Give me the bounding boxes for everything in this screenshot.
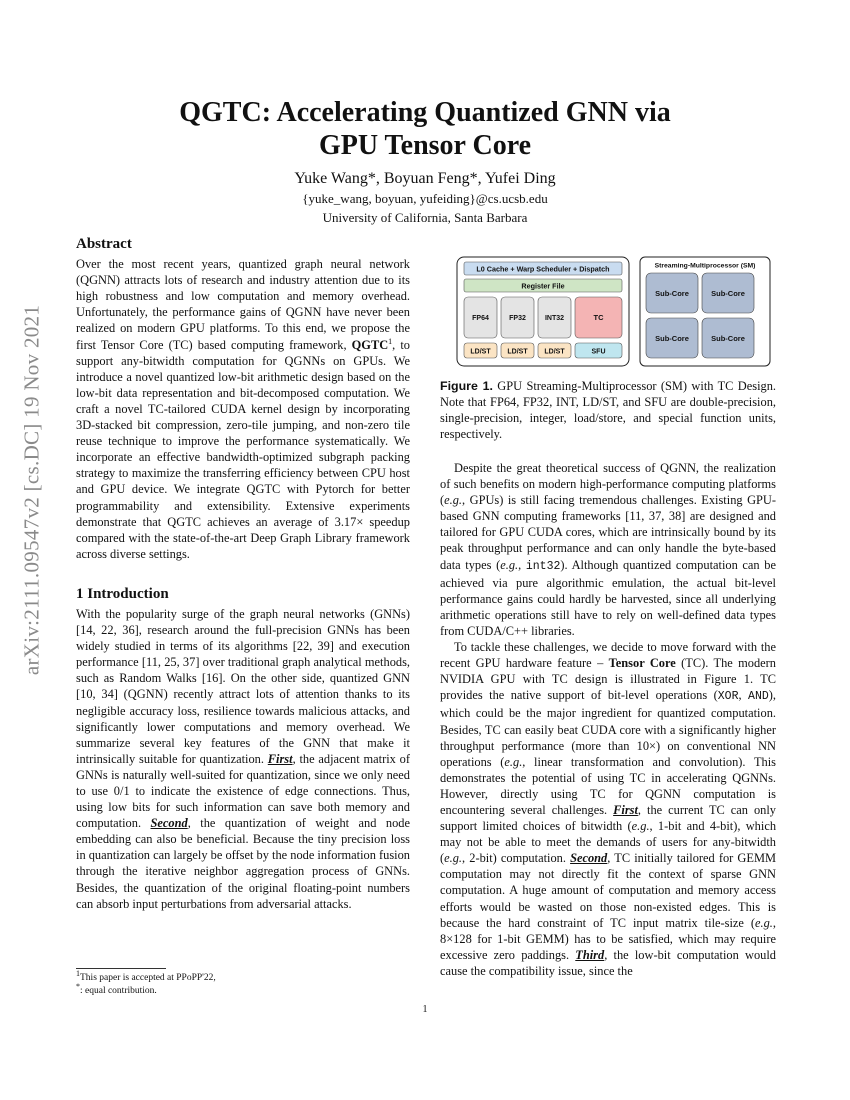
figure-1-label: Figure 1.: [440, 379, 493, 393]
footnote-2-mark: *: [76, 981, 80, 991]
intro-part-1: With the popularity surge of the graph neural networks (GNNs) [14, 22, 36], research around the full-precision GNNs has been widely studied in terms of its algorithms [22, 39] and execution performance [11, 25, 37] over traditional graph analytical methods, such as Random Walks [16]. On the other side, quantized GNN [10, 34] (QGNN) recently attract lots of attention thanks to its negligible accuracy loss, resilience towards malicious attacks, and significantly lower computations and memory overhead. We summarize several key features of the GNN that make it intrinsically suitable for quantization.: [76, 606, 410, 766]
and-code: AND: [748, 690, 769, 704]
rc-p1-a: Despite the great theoretical success of QGNN, the realization of such benefits on modern high-performance computing platforms (: [440, 461, 776, 508]
rc-p2-b: (TC). The modern NVIDIA GPU with TC design is illustrated in Figure 1. TC provides the native support of bit-level operations (: [440, 656, 777, 703]
page-number: 1: [422, 1004, 428, 1015]
authors: Yuke Wang*, Boyuan Feng*, Yufei Ding: [294, 170, 556, 187]
tensor-core-paragraph: [440, 639, 776, 979]
sub-core-4-label: Sub-Core: [711, 334, 745, 343]
footnote-rule: [76, 968, 166, 969]
rc-eg-2: e.g.: [500, 557, 519, 572]
l0-cache-label: L0 Cache + Warp Scheduler + Dispatch: [476, 264, 610, 274]
rc-p2-f: , the current TC can only support limited choices of bitwidth (: [440, 802, 777, 834]
rc-third-emphasis: Third: [575, 947, 605, 962]
rc-p2-g: , 1-bit and 4-bit), which may not be able to meet the demands of users for any-bitwidth (: [440, 819, 777, 866]
intro-part-2: , the adjacent matrix of GNNs is naturally well-suited for quantization, since we only need to use 0/1 to indicate the existence of edge connections. Thus, using low bits for such information can save both memory and computation.: [76, 751, 410, 831]
rc-p1-c: ,: [518, 557, 526, 572]
rc-eg-6: e.g.: [755, 915, 773, 930]
title-line-2: GPU Tensor Core: [318, 130, 532, 161]
fp64-label: FP64: [472, 315, 489, 322]
affiliation: University of California, Santa Barbara: [322, 210, 528, 225]
rc-eg-1: e.g.: [444, 493, 463, 508]
left-column: [76, 236, 410, 912]
rc-p2-j: , 8×128 for 1-bit GEMM) has to be satisfied, which may require excessive zero paddings.: [440, 915, 776, 962]
sm-title: Streaming-Multiprocessor (SM): [654, 262, 756, 270]
footnotes: [76, 968, 410, 998]
rc-p1-d: ). Although quantized computation can be achieved via pure algorithmic emulation, the actual bit-level performance gains could hardly be harvested, since all underlying arithmetic operations still have to rely on well-defined data types from CUDA/C++ libraries.: [440, 557, 776, 638]
figure-1-diagram: [456, 256, 772, 368]
arxiv-sidebar: [12, 280, 52, 700]
right-column: [440, 460, 776, 979]
figure-1-caption: [440, 378, 776, 442]
register-file-label: Register File: [521, 281, 565, 291]
ldst-label-2: LD/ST: [507, 348, 528, 356]
first-emphasis: First: [267, 751, 293, 766]
sub-core-3-label: Sub-Core: [655, 334, 689, 343]
abstract-heading: Abstract: [76, 236, 132, 252]
rc-eg-4: e.g.: [631, 819, 650, 834]
rc-first-emphasis: First: [613, 802, 638, 817]
footnote-1-mark: 1: [76, 968, 80, 978]
author-emails: {yuke_wang, boyuan, yufeiding}@cs.ucsb.edu: [302, 191, 548, 206]
rc-p2-e: , linear transformation and convolution). This demonstrates the potential of using TC in accelerating QGNNs. However, directly using TC for QGNN computation is encountering several challenges.: [440, 754, 776, 817]
footnote-2-text: : equal contribution.: [80, 986, 157, 996]
rc-eg-5: e.g.: [444, 851, 463, 866]
footnote-1: [76, 968, 410, 985]
abstract-text: [76, 256, 410, 562]
paper-title: [0, 96, 850, 162]
footnote-1-text: This paper is accepted at PPoPP'22,: [80, 973, 216, 983]
sub-core-1-label: Sub-Core: [655, 289, 689, 298]
qgtc-name: QGTC: [351, 337, 389, 352]
int32-code: int32: [525, 559, 561, 573]
challenges-paragraph: [440, 460, 776, 639]
abstract-part-1: Over the most recent years, quantized graph neural network (QGNN) attracts lots of research and industry attention due to its high robustness and low computation and memory overhead. Unfortunately, the performance gains of QGNN have never been realized on modern GPU platforms. To this end, we propose the first Tensor Core (TC) based computing framework,: [76, 257, 410, 352]
intro-paragraph: [76, 606, 410, 912]
tensor-core-term: Tensor Core: [608, 656, 676, 671]
ldst-label-3: LD/ST: [544, 348, 565, 356]
title-line-1: QGTC: Accelerating Quantized GNN via: [179, 97, 671, 128]
xor-code: XOR: [717, 690, 739, 704]
figure-1-caption-text: GPU Streaming-Multiprocessor (SM) with TC Design. Note that FP64, FP32, INT, LD/ST, and SFU are double-precision, single-precision, integer, load/store, and special function units, respectively.: [440, 379, 777, 442]
rc-p2-c: ,: [738, 688, 749, 703]
rc-p2-h: , 2-bit) computation.: [462, 851, 571, 866]
intro-part-3: , the quantization of weight and node embedding can also be beneficial. Because the tiny precision loss in quantization can largely be offset by the node information fusion through the iterative neighbor aggregation process of GNNs. Besides, the quantization of the original floating-point numbers can absorb input perturbations from adversarial attacks.: [76, 816, 411, 911]
fp32-label: FP32: [509, 315, 526, 322]
sfu-label: SFU: [591, 348, 606, 356]
int32-label: INT32: [544, 315, 565, 322]
rc-eg-3: e.g.: [504, 754, 523, 769]
intro-heading: 1 Introduction: [76, 585, 169, 602]
tc-label: TC: [593, 313, 604, 322]
rc-p2-a: To tackle these challenges, we decide to move forward with the recent GPU hardware feature –: [440, 640, 776, 671]
abstract-part-2: , to support any-bitwidth computation for QGNNs on GPUs. We introduce a novel quantized low-bit arithmetic design based on the low-bit data representation and bit-decomposed computation. We craft a novel TC-tailored CUDA kernel design by incorporating 3D-stacked bit compression, zero-tile jumping, and non-zero tile reuse technique to improve the performance systematically. We incorporate an effective bandwidth-optimized subgraph packing strategy to maximize the transferring efficiency between CPU host and GPU device. We integrate QGTC with Pytorch for better programmability and extensibility. Extensive experiments demonstrate that QGTC achieves an average of 3.17× speedup compared with the state-of-the-art Deep Graph Library framework across diverse settings.: [76, 337, 410, 561]
rc-p2-i: , TC initially tailored for GEMM computation may not directly fit the context of sparse GNN computation. A huge amount of computation and memory access efforts would be wasted on those non-existed edges. This is because the hard constraint of TC input matrix tile-size (: [440, 851, 776, 930]
rc-p1-b: , GPUs) is still facing tremendous challenges. Existing GPU-based GNN computing frameworks [11, 37, 38] are designed and tailored for GPU CUDA cores, which are intrinsically bound by its peak throughput performance and can only handle the byte-based data types (: [440, 493, 776, 572]
arxiv-id: arXiv:2111.09547v2 [cs.DC] 19 Nov 2021: [19, 304, 44, 676]
rc-p2-d: ), which could be the major ingredient for quantized computation. Besides, TC can easily beat CUDA core with a significantly higher throughput performance (more than 10×) on conventional NN operations (: [440, 688, 776, 769]
rc-second-emphasis: Second: [570, 851, 608, 866]
second-emphasis: Second: [150, 816, 188, 831]
rc-p2-k: , the low-bit computation would cause the compatibility issue, since the: [440, 947, 776, 978]
footnote-ref[interactable]: 1: [388, 336, 393, 346]
footnote-2: [76, 981, 410, 998]
ldst-label-1: LD/ST: [470, 348, 491, 356]
sub-core-2-label: Sub-Core: [711, 289, 745, 298]
